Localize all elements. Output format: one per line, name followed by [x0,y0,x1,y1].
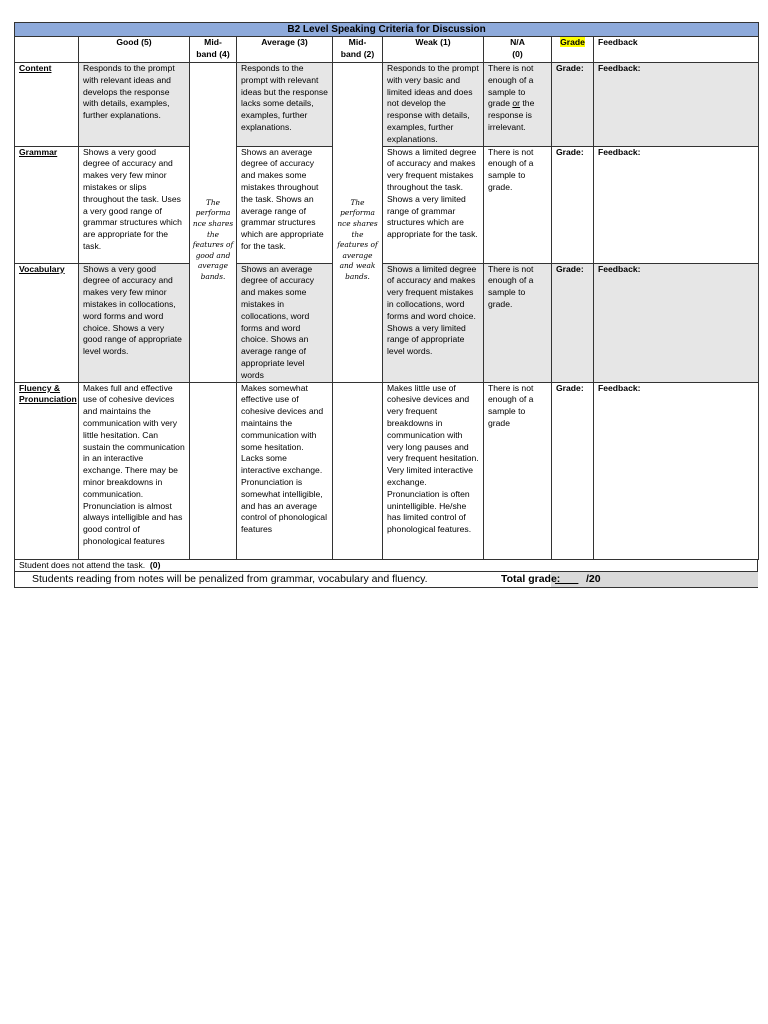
total-grade-label: Total grade: [501,573,561,585]
content-na-or: or [512,98,521,109]
total-grade-blank[interactable]: ____ [555,573,579,585]
row-fluency-pronunciation [15,382,759,559]
vocabulary-na: There is not enough of a sample to grade. [484,263,552,382]
fluency-good: Makes full and effective use of cohesive devices and maintains the communication with very little hesitation. Can sustain the communication in an interactive exchange. There may be minor breakdowns in communication. Pronunciation is almost always intelligible and has good control of phonological features [79,382,190,559]
criterion-content: Content [15,63,79,147]
header-mid-band-4-line2: band (4) [196,48,230,59]
fluency-grade-field[interactable]: Grade: [552,382,594,559]
total-grade-shading [551,572,758,587]
header-good: Good (5) [79,37,190,63]
criterion-grammar: Grammar [15,146,79,263]
header-na [484,37,552,63]
grammar-na: There is not enough of a sample to grade. [484,146,552,263]
mid-band-upper-description [190,63,237,383]
content-weak: Responds to the prompt with very basic and limited ideas and does not develop the response with details, examples, further explanations. [383,63,484,147]
header-na-line2: (0) [512,48,523,59]
header-grade [552,37,594,63]
absent-note-row [14,560,758,572]
row-vocabulary [15,263,759,382]
criterion-fluency-line2: Pronunciation [19,394,77,405]
header-average: Average (3) [237,37,333,63]
fluency-average: Makes somewhat effective use of cohesive devices and maintains the communication with some hesitation. Lacks some interactive exchange. Pronunciation is somewhat intelligible, and has an average control of phonological features [237,382,333,559]
content-na [484,63,552,147]
content-good: Responds to the prompt with relevant ideas and develops the response with details, examples, further explanations. [79,63,190,147]
content-average: Responds to the prompt with relevant ideas but the response lacks some details, examples, further explanations. [237,63,333,147]
mid-band-upper-text: The performa nce shares the features of good and average bands. [192,197,234,282]
vocabulary-feedback-field[interactable]: Feedback: [594,263,759,382]
reading-notes-penalty: Students reading from notes will be penalized from grammar, vocabulary and fluency. [32,573,428,585]
total-grade-max: /20 [586,573,601,585]
fluency-mid-band-4-empty [190,382,237,559]
grammar-good: Shows a very good degree of accuracy and makes very few minor mistakes or slips throughout the task. Uses a very good range of grammar structures which are appropriate for the task. [79,146,190,263]
vocabulary-average: Shows an average degree of accuracy and makes some mistakes in collocations, word forms and word choice. Shows an average range of appropriate level words [237,263,333,382]
content-na-pre: There is not enough of a sample to grade [488,63,534,109]
row-grammar [15,146,759,263]
fluency-mid-band-2-empty [333,382,383,559]
mid-band-lower-description [333,63,383,383]
header-mid-band-4 [190,37,237,63]
vocabulary-good: Shows a very good degree of accuracy and makes very few minor mistakes in collocations, word forms and word choice. Shows a very good range of appropriate level words. [79,263,190,382]
rubric-sheet [14,22,758,585]
content-grade-field[interactable]: Grade: [552,63,594,147]
header-na-line1: N/A [510,37,525,47]
grammar-weak: Shows a limited degree of accuracy and makes very frequent mistakes throughout the task. Shows a very limited range of grammar structures which are appropriate for the task. [383,146,484,263]
header-mid-band-2-line1: Mid- [348,37,367,47]
header-mid-band-2 [333,37,383,63]
header-mid-band-2-line2: band (2) [340,48,375,59]
vocabulary-weak: Shows a limited degree of accuracy and makes very frequent mistakes in collocations, word forms and word choice. Shows a very limited range of appropriate level words. [383,263,484,382]
absent-score: (0) [149,560,161,570]
criterion-fluency-pronunciation [15,382,79,559]
content-na-post: the response is irrelevant. [488,98,535,132]
mid-band-lower-text: The performa nce shares the features of average and weak bands. [337,197,378,282]
row-content [15,63,759,147]
content-feedback-field[interactable]: Feedback: [594,63,759,147]
grammar-feedback-field[interactable]: Feedback: [594,146,759,263]
header-mid-band-4-line1: Mid- [204,37,222,47]
header-feedback: Feedback [594,37,759,63]
vocabulary-grade-field[interactable]: Grade: [552,263,594,382]
grammar-grade-field[interactable]: Grade: [552,146,594,263]
header-grade-highlight: Grade [560,37,585,47]
fluency-feedback-field[interactable]: Feedback: [594,382,759,559]
rubric-table [14,22,759,560]
fluency-weak: Makes little use of cohesive devices and very frequent breakdowns in communication with very long pauses and very frequent hesitation. Very limited interactive exchange. Pronunciation is often unintelligible. He/she has limited control of phonological features. [383,382,484,559]
absent-note: Student does not attend the task. [19,560,146,570]
fluency-na: There is not enough of a sample to grade [484,382,552,559]
rubric-title: B2 Level Speaking Criteria for Discussion [15,23,759,37]
criterion-vocabulary: Vocabulary [15,263,79,382]
grammar-average: Shows an average degree of accuracy and makes some mistakes throughout the task. Shows an average range of grammar structures which are appropriate for the task. [237,146,333,263]
header-weak: Weak (1) [383,37,484,63]
header-criterion [15,37,79,63]
footer-row [14,572,758,588]
criterion-fluency-line1: Fluency & [19,382,61,393]
